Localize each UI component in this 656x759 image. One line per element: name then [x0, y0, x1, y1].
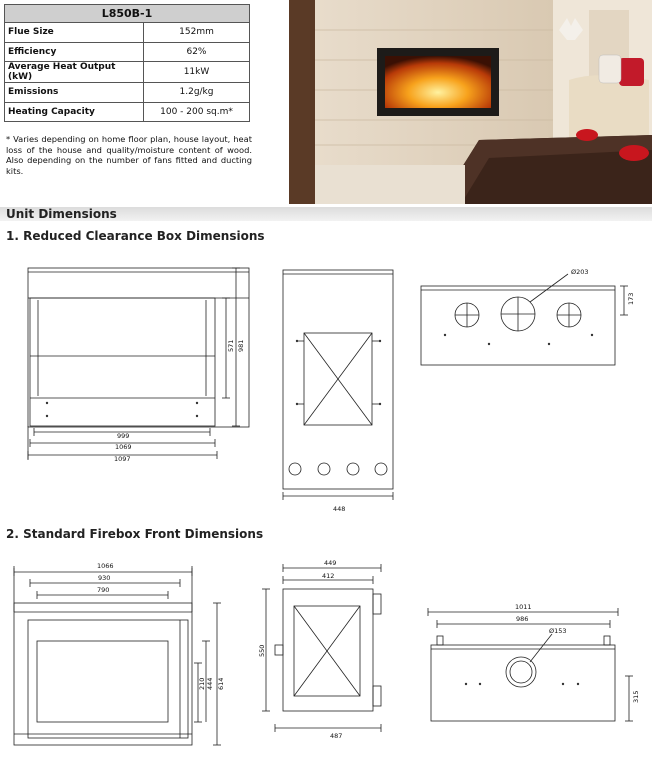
dim-label: Ø203: [571, 268, 589, 276]
spec-value: 152mm: [144, 23, 250, 43]
dim-label: 412: [322, 572, 335, 580]
dim-label: 930: [98, 574, 111, 582]
dim-label: 790: [97, 586, 110, 594]
reduced-front-view: [28, 268, 249, 460]
spec-label: Average Heat Output (kW): [5, 62, 144, 83]
standard-front-view: [14, 566, 221, 745]
spec-title: L850B-1: [5, 5, 250, 23]
dim-label: 986: [516, 615, 529, 623]
section-title: Unit Dimensions: [6, 207, 117, 221]
subheading-reduced-clearance: 1. Reduced Clearance Box Dimensions: [6, 229, 265, 243]
dim-label: 487: [330, 732, 343, 740]
reduced-side-view: [283, 270, 393, 500]
dim-label: 1066: [97, 562, 114, 570]
spec-value: 62%: [144, 42, 250, 62]
spec-value: 1.2g/kg: [144, 83, 250, 103]
spec-label: Efficiency: [5, 42, 144, 62]
spec-value: 100 - 200 sq.m*: [144, 102, 250, 122]
standard-side-view: [262, 564, 381, 732]
spec-value: 11kW: [144, 62, 250, 83]
dim-label: 571: [227, 339, 235, 352]
subheading-standard-firebox: 2. Standard Firebox Front Dimensions: [6, 527, 264, 541]
dim-label: 444: [206, 677, 214, 690]
dim-label: 448: [333, 505, 346, 513]
dim-label: 210: [198, 677, 206, 690]
spec-label: Emissions: [5, 83, 144, 103]
dim-label: 449: [324, 559, 337, 567]
dim-label: 999: [117, 432, 130, 440]
dim-label: 981: [237, 339, 245, 352]
spec-label: Flue Size: [5, 23, 144, 43]
spec-label: Heating Capacity: [5, 102, 144, 122]
standard-top-view: [428, 608, 633, 721]
dim-label: 1069: [115, 443, 132, 451]
spec-footnote: * Varies depending on home floor plan, house layout, heat loss of the house and quality/moisture content of wood. Also depending on the number of fans fitted and ducting kits.: [6, 134, 252, 176]
reduced-top-view: [421, 274, 628, 365]
dim-label: 173: [627, 292, 635, 305]
dim-label: 1097: [114, 455, 131, 463]
dim-label: 614: [217, 677, 225, 690]
dim-label: 1011: [515, 603, 532, 611]
dim-label: 550: [258, 644, 266, 657]
dim-label: 315: [632, 690, 640, 703]
dim-label: Ø153: [549, 627, 567, 635]
